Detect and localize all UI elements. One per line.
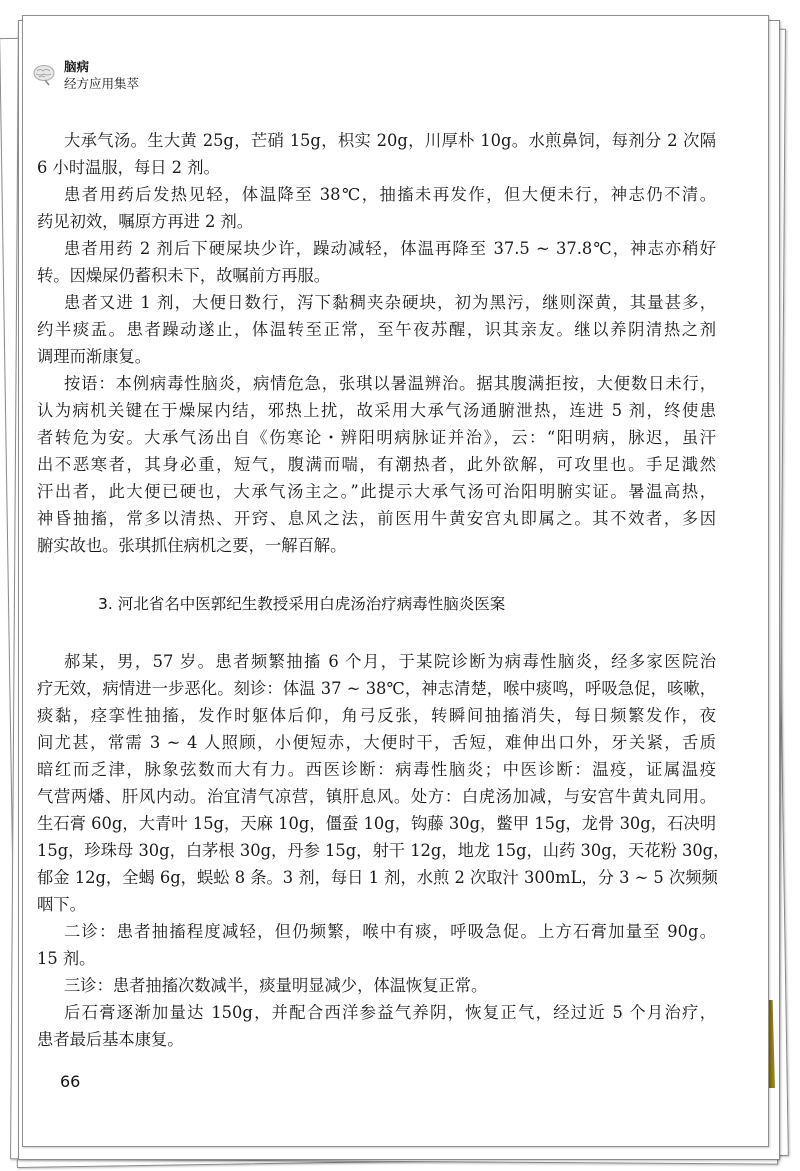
text-line: 痰黏，痉挛性抽搐，发作时躯体后仰，角弓反张，转瞬间抽搐消失，每日频繁发作，夜 (37, 706, 716, 725)
text-line: 调理而渐康复。 (37, 347, 151, 366)
paragraph (37, 370, 716, 559)
body-text-section-b (37, 648, 730, 1053)
text-line: 15 剂。 (37, 949, 96, 968)
text-line: 腑实故也。张琪抓住病机之要，一解百解。 (37, 536, 347, 555)
text-line: 者转危为安。大承气汤出自《伤寒论・辨阳明病脉证并治》，云：“阳明病，脉迟，虽汗 (37, 428, 716, 447)
text-line: 认为病机关键在于燥屎内结，邪热上扰，故采用大承气汤通腑泄热，连进 5 剂，终使患 (37, 401, 716, 420)
paragraph (37, 235, 716, 289)
text-line: 郝某，男，57 岁。患者频繁抽搐 6 个月，于某院诊断为病毒性脑炎，经多家医院治 (64, 652, 716, 671)
section-heading: 3. 河北省名中医郭纪生教授采用白虎汤治疗病毒性脑炎医案 (98, 595, 506, 613)
text-line: 汗出者，此大便已硬也，大承气汤主之。”此提示大承气汤可治阳明腑实证。暑温高热， (37, 482, 716, 501)
text-line: 患者又进 1 剂，大便日数行，泻下黏稠夹杂硬块，初为黑污，继则深黄，其量甚多， (64, 293, 716, 312)
text-line: 气营两燔、肝风内动。治宜清气凉营，镇肝息风。处方：白虎汤加减，与安宫牛黄丸同用。 (37, 787, 716, 806)
text-line: 6 小时温服，每日 2 剂。 (37, 158, 220, 177)
text-line: 暗红而乏津，脉象弦数而大有力。西医诊断：病毒性脑炎；中医诊断：温疫，证属温疫 (37, 760, 716, 779)
text-line: 咽下。 (37, 895, 86, 914)
text-line: 患者用药 2 剂后下硬屎块少许，躁动减轻，体温再降至 37.5 ~ 37.8℃，神志亦稍好 (64, 239, 716, 258)
text-line: 大承气汤。生大黄 25g，芒硝 15g，枳实 20g，川厚朴 10g。水煎鼻饲，每剂分 2 次隔 (64, 131, 716, 150)
paragraph (37, 918, 716, 972)
paragraph (37, 181, 716, 235)
text-line: 后石膏逐渐加量达 150g，并配合西洋参益气养阴，恢复正气，经过近 5 个月治疗， (64, 1003, 716, 1022)
text-line: 神昏抽搐，常多以清热、开窍、息风之法，前医用牛黄安宫丸即属之。其不效者，多因 (37, 509, 716, 528)
body-text-section-a (37, 127, 716, 559)
text-line: 药见初效，嘱原方再进 2 剂。 (37, 212, 254, 231)
text-line: 转。因燥屎仍蓄积未下，故嘱前方再服。 (37, 266, 331, 285)
text-line: 15g，珍珠母 30g，白茅根 30g，丹参 15g，射干 12g，地龙 15g，山药 30g，天花粉 30g， (37, 841, 730, 860)
paragraph (37, 289, 716, 370)
text-line: 约半痰盂。患者躁动遂止，体温转至正常，至午夜苏醒，识其亲友。继以养阴清热之剂 (37, 320, 716, 339)
text-line: 患者用药后发热见轻，体温降至 38℃，抽搐未再发作，但大便未行，神志仍不清。 (64, 185, 716, 204)
paragraph (37, 972, 716, 999)
text-line: 按语：本例病毒性脑炎，病情危急，张琪以暑温辨治。据其腹满拒按，大便数日未行， (64, 374, 716, 393)
text-line: 患者最后基本康复。 (37, 1030, 184, 1049)
text-line: 生石膏 60g，大青叶 15g，天麻 10g，僵蚕 10g，钩藤 30g，鳖甲 15g，龙骨 30g，石决明 (37, 814, 716, 833)
text-line: 出不恶寒者，其身必重，短气，腹满而喘，有潮热者，此外欲解，可攻里也。手足濈然 (37, 455, 716, 474)
brain-icon (32, 63, 56, 87)
text-line: 二诊：患者抽搐程度减轻，但仍频繁，喉中有痰，呼吸急促。上方石膏加量至 90g。 (64, 922, 716, 941)
paragraph (37, 127, 716, 181)
book-title: 经方应用集萃 (64, 76, 140, 91)
text-line: 郁金 12g，全蝎 6g，蜈蚣 8 条。3 剂，每日 1 剂，水煎 2 次取汁 300mL，分 3 ~ 5 次频频 (37, 868, 718, 887)
paragraph (37, 648, 730, 918)
text-line: 疗无效，病情进一步恶化。刻诊：体温 37 ~ 38℃，神志清楚，喉中痰鸣，呼吸急促，咳嗽， (37, 679, 716, 698)
running-header (32, 58, 139, 92)
paragraph (37, 999, 716, 1053)
page-number: 66 (60, 1072, 81, 1091)
book-section-title: 脑病 (64, 59, 90, 74)
text-line: 三诊：患者抽搐次数减半，痰量明显减少，体温恢复正常。 (64, 976, 488, 995)
text-line: 间尤甚，常需 3 ~ 4 人照顾，小便短赤，大便时干，舌短，难伸出口外，牙关紧，舌质 (37, 733, 716, 752)
